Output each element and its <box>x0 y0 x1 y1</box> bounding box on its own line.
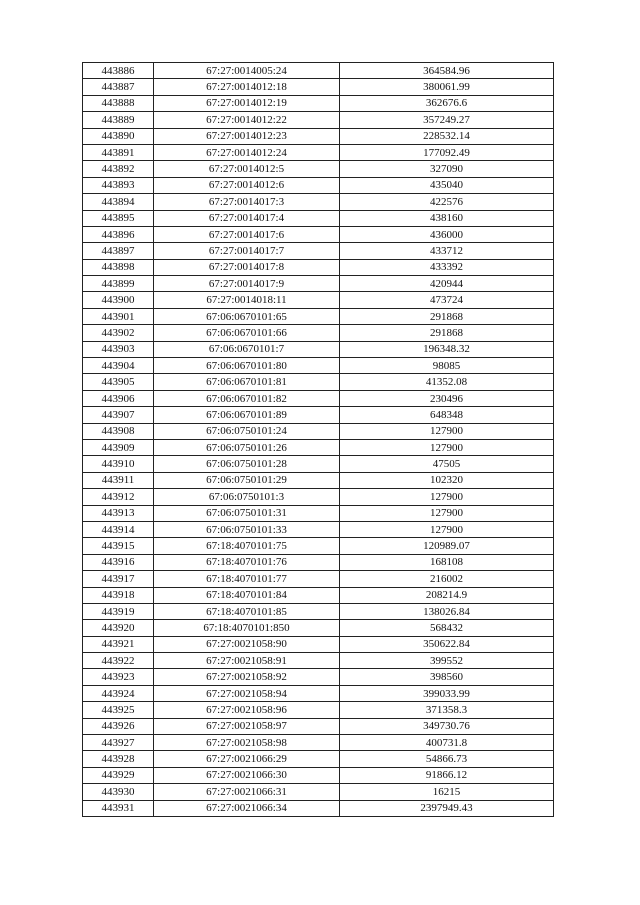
cadastral-number-cell: 67:27:0021066:30 <box>154 767 340 783</box>
table-row <box>83 407 554 423</box>
table-row <box>83 636 554 652</box>
row-id-cell: 443901 <box>83 308 154 324</box>
value-cell: 327090 <box>340 161 554 177</box>
value-cell: 102320 <box>340 472 554 488</box>
value-cell: 127900 <box>340 505 554 521</box>
value-cell: 399552 <box>340 653 554 669</box>
row-id-cell: 443924 <box>83 685 154 701</box>
row-id-cell: 443930 <box>83 784 154 800</box>
row-id-cell: 443887 <box>83 79 154 95</box>
cadastral-number-cell: 67:06:0750101:29 <box>154 472 340 488</box>
table-row <box>83 603 554 619</box>
value-cell: 177092.49 <box>340 144 554 160</box>
table-row <box>83 341 554 357</box>
row-id-cell: 443906 <box>83 390 154 406</box>
cadastral-number-cell: 67:27:0021058:97 <box>154 718 340 734</box>
cadastral-number-cell: 67:06:0670101:65 <box>154 308 340 324</box>
value-cell: 398560 <box>340 669 554 685</box>
table-row <box>83 685 554 701</box>
value-cell: 127900 <box>340 439 554 455</box>
cadastral-number-cell: 67:27:0014018:11 <box>154 292 340 308</box>
value-cell: 433392 <box>340 259 554 275</box>
row-id-cell: 443921 <box>83 636 154 652</box>
cadastral-number-cell: 67:27:0021058:94 <box>154 685 340 701</box>
table-row <box>83 292 554 308</box>
row-id-cell: 443919 <box>83 603 154 619</box>
cadastral-number-cell: 67:06:0750101:33 <box>154 521 340 537</box>
table-row <box>83 784 554 800</box>
value-cell: 127900 <box>340 423 554 439</box>
row-id-cell: 443929 <box>83 767 154 783</box>
table-row <box>83 177 554 193</box>
row-id-cell: 443902 <box>83 325 154 341</box>
row-id-cell: 443898 <box>83 259 154 275</box>
table-row <box>83 653 554 669</box>
row-id-cell: 443917 <box>83 571 154 587</box>
value-cell: 438160 <box>340 210 554 226</box>
value-cell: 399033.99 <box>340 685 554 701</box>
value-cell: 422576 <box>340 194 554 210</box>
cadastral-number-cell: 67:27:0021058:92 <box>154 669 340 685</box>
row-id-cell: 443891 <box>83 144 154 160</box>
row-id-cell: 443922 <box>83 653 154 669</box>
table-row <box>83 751 554 767</box>
cadastral-number-cell: 67:18:4070101:75 <box>154 538 340 554</box>
table-row <box>83 276 554 292</box>
row-id-cell: 443890 <box>83 128 154 144</box>
table-row <box>83 718 554 734</box>
cadastral-number-cell: 67:18:4070101:84 <box>154 587 340 603</box>
table-row <box>83 112 554 128</box>
row-id-cell: 443926 <box>83 718 154 734</box>
table-row <box>83 423 554 439</box>
cadastral-number-cell: 67:27:0021058:91 <box>154 653 340 669</box>
cadastral-number-cell: 67:06:0750101:3 <box>154 489 340 505</box>
row-id-cell: 443928 <box>83 751 154 767</box>
value-cell: 127900 <box>340 489 554 505</box>
value-cell: 433712 <box>340 243 554 259</box>
table-row <box>83 439 554 455</box>
value-cell: 380061.99 <box>340 79 554 95</box>
row-id-cell: 443914 <box>83 521 154 537</box>
row-id-cell: 443908 <box>83 423 154 439</box>
cadastral-number-cell: 67:27:0021058:96 <box>154 702 340 718</box>
value-cell: 41352.08 <box>340 374 554 390</box>
row-id-cell: 443896 <box>83 226 154 242</box>
value-cell: 138026.84 <box>340 603 554 619</box>
table-row <box>83 144 554 160</box>
table-row <box>83 521 554 537</box>
row-id-cell: 443892 <box>83 161 154 177</box>
cadastral-number-cell: 67:18:4070101:85 <box>154 603 340 619</box>
table-row <box>83 79 554 95</box>
cadastral-number-cell: 67:27:0014012:18 <box>154 79 340 95</box>
value-cell: 357249.27 <box>340 112 554 128</box>
table-row <box>83 390 554 406</box>
value-cell: 120989.07 <box>340 538 554 554</box>
table-row <box>83 95 554 111</box>
row-id-cell: 443923 <box>83 669 154 685</box>
cadastral-number-cell: 67:06:0750101:24 <box>154 423 340 439</box>
cadastral-number-cell: 67:06:0750101:26 <box>154 439 340 455</box>
table-row <box>83 325 554 341</box>
row-id-cell: 443905 <box>83 374 154 390</box>
value-cell: 216002 <box>340 571 554 587</box>
table-row <box>83 489 554 505</box>
row-id-cell: 443910 <box>83 456 154 472</box>
cadastral-number-cell: 67:27:0014017:7 <box>154 243 340 259</box>
value-cell: 371358.3 <box>340 702 554 718</box>
table-row <box>83 63 554 79</box>
value-cell: 168108 <box>340 554 554 570</box>
cadastral-number-cell: 67:27:0014017:9 <box>154 276 340 292</box>
cadastral-number-cell: 67:27:0014017:3 <box>154 194 340 210</box>
cadastral-number-cell: 67:27:0014012:22 <box>154 112 340 128</box>
cadastral-number-cell: 67:06:0670101:82 <box>154 390 340 406</box>
value-cell: 291868 <box>340 325 554 341</box>
value-cell: 230496 <box>340 390 554 406</box>
data-table <box>82 62 554 817</box>
row-id-cell: 443927 <box>83 735 154 751</box>
cadastral-number-cell: 67:27:0014017:8 <box>154 259 340 275</box>
value-cell: 435040 <box>340 177 554 193</box>
value-cell: 196348.32 <box>340 341 554 357</box>
value-cell: 2397949.43 <box>340 800 554 816</box>
value-cell: 91866.12 <box>340 767 554 783</box>
value-cell: 127900 <box>340 521 554 537</box>
value-cell: 47505 <box>340 456 554 472</box>
table-row <box>83 554 554 570</box>
table-row <box>83 161 554 177</box>
table-row <box>83 358 554 374</box>
value-cell: 362676.6 <box>340 95 554 111</box>
value-cell: 291868 <box>340 308 554 324</box>
row-id-cell: 443899 <box>83 276 154 292</box>
table-row <box>83 735 554 751</box>
cadastral-number-cell: 67:06:0750101:31 <box>154 505 340 521</box>
value-cell: 350622.84 <box>340 636 554 652</box>
row-id-cell: 443911 <box>83 472 154 488</box>
value-cell: 420944 <box>340 276 554 292</box>
cadastral-number-cell: 67:06:0670101:80 <box>154 358 340 374</box>
table-row <box>83 702 554 718</box>
value-cell: 648348 <box>340 407 554 423</box>
cadastral-number-cell: 67:27:0014017:6 <box>154 226 340 242</box>
value-cell: 228532.14 <box>340 128 554 144</box>
cadastral-number-cell: 67:27:0021066:31 <box>154 784 340 800</box>
cadastral-number-cell: 67:27:0014012:23 <box>154 128 340 144</box>
table-row <box>83 243 554 259</box>
row-id-cell: 443893 <box>83 177 154 193</box>
cadastral-number-cell: 67:18:4070101:77 <box>154 571 340 587</box>
row-id-cell: 443888 <box>83 95 154 111</box>
cadastral-number-cell: 67:27:0021066:29 <box>154 751 340 767</box>
cadastral-number-cell: 67:06:0670101:7 <box>154 341 340 357</box>
cadastral-number-cell: 67:06:0670101:89 <box>154 407 340 423</box>
value-cell: 16215 <box>340 784 554 800</box>
value-cell: 208214.9 <box>340 587 554 603</box>
value-cell: 473724 <box>340 292 554 308</box>
row-id-cell: 443918 <box>83 587 154 603</box>
table-row <box>83 472 554 488</box>
row-id-cell: 443920 <box>83 620 154 636</box>
row-id-cell: 443916 <box>83 554 154 570</box>
table-row <box>83 571 554 587</box>
table-row <box>83 767 554 783</box>
row-id-cell: 443897 <box>83 243 154 259</box>
table-row <box>83 669 554 685</box>
table-row <box>83 374 554 390</box>
row-id-cell: 443900 <box>83 292 154 308</box>
cadastral-number-cell: 67:18:4070101:850 <box>154 620 340 636</box>
cadastral-number-cell: 67:27:0014012:6 <box>154 177 340 193</box>
table-row <box>83 538 554 554</box>
table-row <box>83 587 554 603</box>
value-cell: 400731.8 <box>340 735 554 751</box>
cadastral-number-cell: 67:27:0021058:90 <box>154 636 340 652</box>
cadastral-number-cell: 67:27:0014012:5 <box>154 161 340 177</box>
row-id-cell: 443931 <box>83 800 154 816</box>
row-id-cell: 443889 <box>83 112 154 128</box>
table-row <box>83 259 554 275</box>
value-cell: 364584.96 <box>340 63 554 79</box>
row-id-cell: 443912 <box>83 489 154 505</box>
cadastral-number-cell: 67:06:0670101:66 <box>154 325 340 341</box>
row-id-cell: 443886 <box>83 63 154 79</box>
table-row <box>83 800 554 816</box>
row-id-cell: 443925 <box>83 702 154 718</box>
cadastral-number-cell: 67:27:0021058:98 <box>154 735 340 751</box>
table-row <box>83 128 554 144</box>
row-id-cell: 443894 <box>83 194 154 210</box>
value-cell: 98085 <box>340 358 554 374</box>
table-row <box>83 620 554 636</box>
table-row <box>83 210 554 226</box>
cadastral-number-cell: 67:06:0670101:81 <box>154 374 340 390</box>
cadastral-number-cell: 67:27:0014005:24 <box>154 63 340 79</box>
value-cell: 349730.76 <box>340 718 554 734</box>
cadastral-number-cell: 67:27:0021066:34 <box>154 800 340 816</box>
row-id-cell: 443915 <box>83 538 154 554</box>
value-cell: 436000 <box>340 226 554 242</box>
row-id-cell: 443904 <box>83 358 154 374</box>
value-cell: 54866.73 <box>340 751 554 767</box>
row-id-cell: 443903 <box>83 341 154 357</box>
row-id-cell: 443909 <box>83 439 154 455</box>
table-row <box>83 308 554 324</box>
cadastral-number-cell: 67:27:0014012:19 <box>154 95 340 111</box>
table-row <box>83 226 554 242</box>
data-table-body <box>83 63 554 817</box>
table-row <box>83 505 554 521</box>
value-cell: 568432 <box>340 620 554 636</box>
table-row <box>83 194 554 210</box>
row-id-cell: 443907 <box>83 407 154 423</box>
table-row <box>83 456 554 472</box>
row-id-cell: 443895 <box>83 210 154 226</box>
cadastral-number-cell: 67:27:0014012:24 <box>154 144 340 160</box>
cadastral-number-cell: 67:18:4070101:76 <box>154 554 340 570</box>
cadastral-number-cell: 67:06:0750101:28 <box>154 456 340 472</box>
row-id-cell: 443913 <box>83 505 154 521</box>
cadastral-number-cell: 67:27:0014017:4 <box>154 210 340 226</box>
